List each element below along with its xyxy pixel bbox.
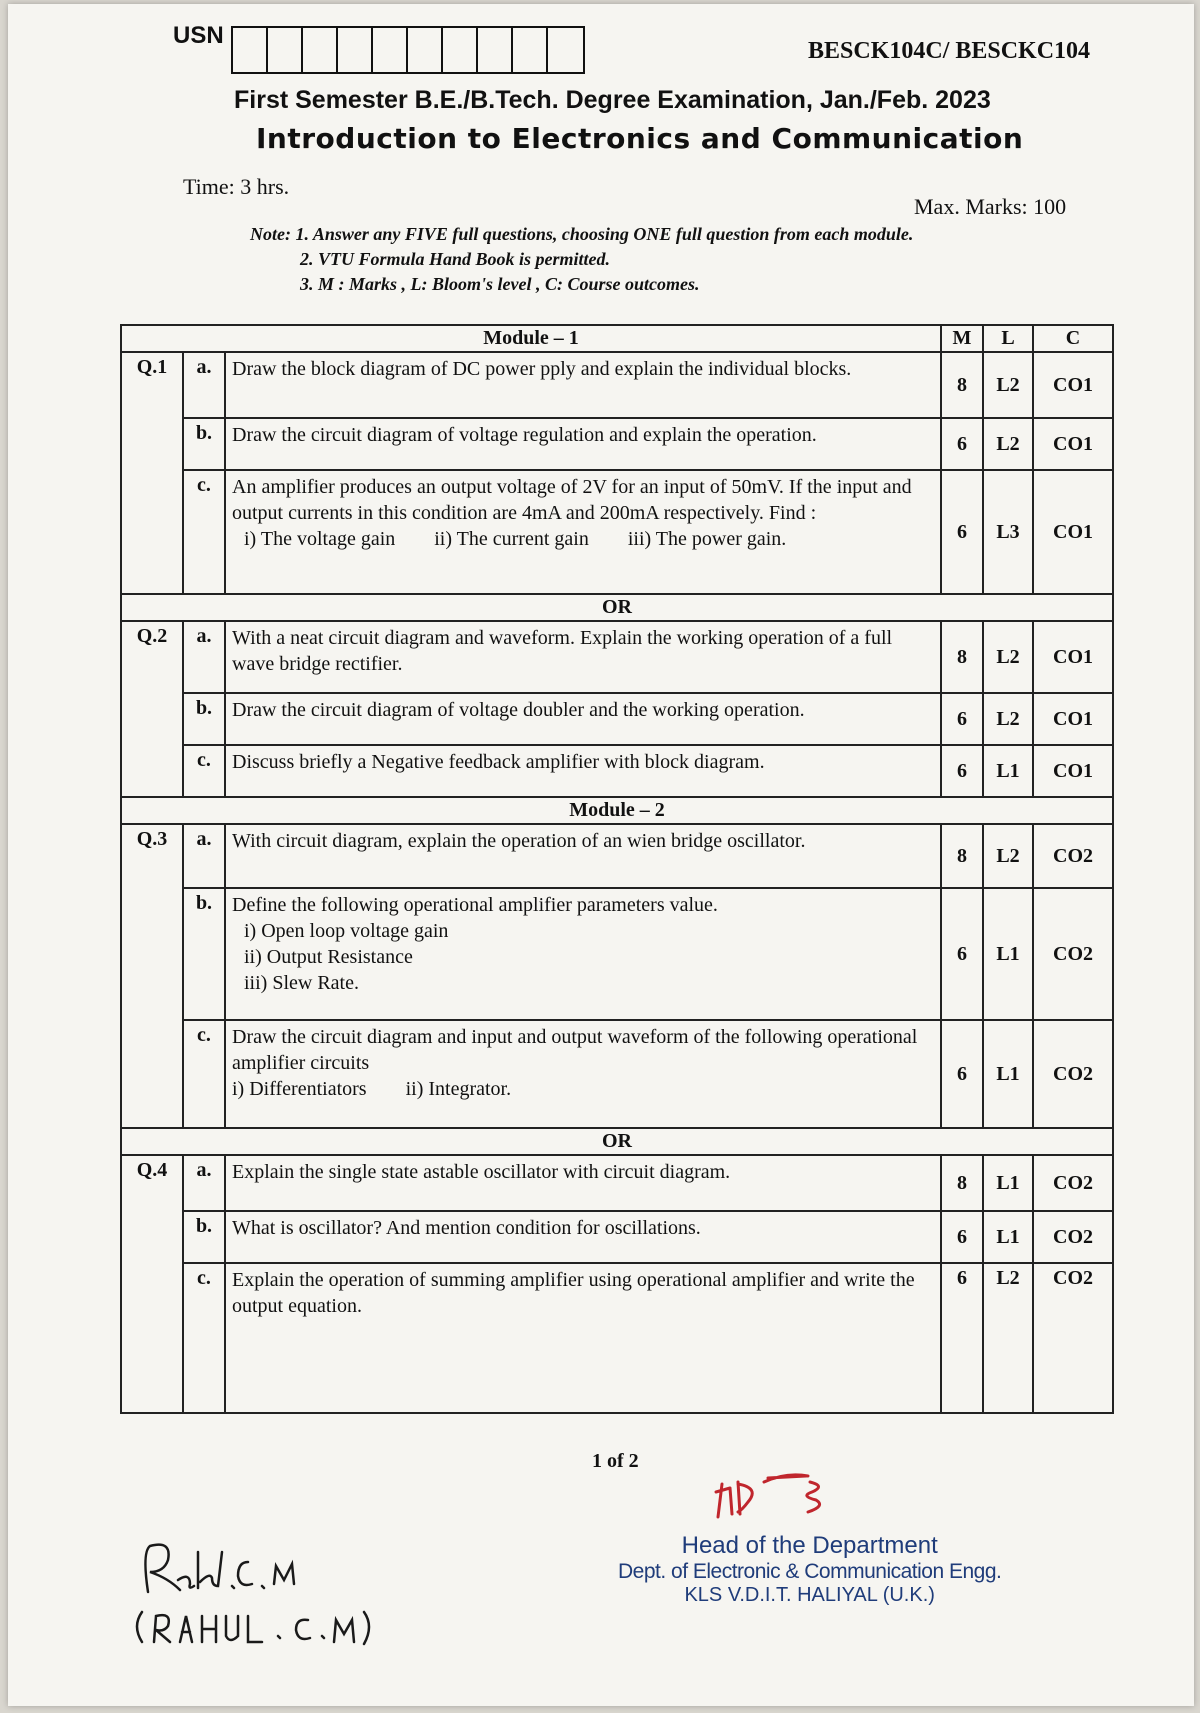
course-outcome: CO2 [1033,1020,1113,1128]
usn-label: USN [173,22,224,49]
question-table [120,324,1114,1414]
question-text [225,888,941,1020]
table-row [121,1155,1113,1211]
exam-paper [8,4,1194,1706]
table-row [121,745,1113,797]
question-text [225,470,941,594]
course-outcome: CO2 [1033,888,1113,1020]
note-3: 3. M : Marks , L: Bloom's level , C: Course outcomes. [300,274,700,294]
blooms-level: L2 [983,824,1033,888]
part-label: b. [183,693,225,745]
marks: 6 [941,470,983,594]
question-text: With a neat circuit diagram and waveform. Explain the working operation of a full wave bridge rectifier. [225,621,941,693]
table-row [121,352,1113,418]
part-label: a. [183,824,225,888]
exam-title: First Semester B.E./B.Tech. Degree Examination, Jan./Feb. 2023 [234,86,991,114]
question-number: Q.1 [121,352,183,594]
sub-item: iii) The power gain. [627,528,787,550]
course-outcome: CO1 [1033,352,1113,418]
blooms-level: L1 [983,1155,1033,1211]
course-outcome: CO2 [1033,824,1113,888]
usn-digit-box [303,28,338,72]
module-2-heading: Module – 2 [121,797,1113,824]
note-1: Note: 1. Answer any FIVE full questions, choosing ONE full question from each module. [250,224,914,244]
table-row [121,418,1113,470]
subject-title: Introduction to Electronics and Communication [256,122,1024,155]
usn-digit-box [268,28,303,72]
module-1-heading: Module – 1 [121,325,941,352]
usn-boxes [231,26,585,74]
note-2: 2. VTU Formula Hand Book is permitted. [300,249,611,269]
col-header-l: L [983,325,1033,352]
sub-item: ii) Output Resistance [244,946,413,968]
stamp-title: Head of the Department [681,1532,938,1559]
blooms-level: L2 [983,418,1033,470]
question-number: Q.4 [121,1155,183,1413]
faculty-signature [128,1532,388,1667]
blooms-level: L1 [983,1020,1033,1128]
part-label: b. [183,1211,225,1263]
sub-item: iii) Slew Rate. [244,972,359,994]
module-2-header-row [121,797,1113,824]
course-outcome: CO1 [1033,621,1113,693]
sub-item: i) The voltage gain [244,528,396,550]
department-stamp [618,1532,1001,1607]
stamp-dept: Dept. of Electronic & Communication Engg. [618,1560,1002,1583]
or-row [121,1128,1113,1155]
part-label: b. [183,418,225,470]
table-row [121,693,1113,745]
question-text: Draw the block diagram of DC power pply and explain the individual blocks. [225,352,941,418]
exam-time: Time: 3 hrs. [183,174,290,199]
col-header-c: C [1033,325,1113,352]
course-outcome: CO1 [1033,418,1113,470]
usn-digit-box [373,28,408,72]
question-number: Q.2 [121,621,183,797]
table-row [121,1211,1113,1263]
blooms-level: L2 [983,693,1033,745]
usn-digit-box [233,28,268,72]
module-1-header-row [121,325,1113,352]
marks: 6 [941,1263,983,1413]
sub-item: i) Open loop voltage gain [244,920,449,942]
question-text: Draw the circuit diagram of voltage regulation and explain the operation. [225,418,941,470]
marks: 6 [941,418,983,470]
marks: 8 [941,621,983,693]
question-number: Q.3 [121,824,183,1128]
part-label: c. [183,1263,225,1413]
usn-digit-box [338,28,373,72]
sub-item: ii) The current gain [434,528,589,550]
course-outcome: CO2 [1033,1155,1113,1211]
question-text: Explain the single state astable oscillator with circuit diagram. [225,1155,941,1211]
sub-items [232,1076,934,1102]
question-text: Discuss briefly a Negative feedback amplifier with block diagram. [225,745,941,797]
max-marks: Max. Marks: 100 [914,194,1067,219]
blooms-level: L2 [983,1263,1033,1413]
usn-digit-box [443,28,478,72]
usn-digit-box [513,28,548,72]
question-stem: Define the following operational amplifier parameters value. [232,894,718,916]
course-outcome: CO1 [1033,745,1113,797]
blooms-level: L2 [983,352,1033,418]
question-text: What is oscillator? And mention condition for oscillations. [225,1211,941,1263]
course-outcome: CO1 [1033,470,1113,594]
usn-digit-box [548,28,583,72]
part-label: c. [183,1020,225,1128]
marks: 8 [941,824,983,888]
blooms-level: L1 [983,745,1033,797]
table-row [121,470,1113,594]
part-label: b. [183,888,225,1020]
sub-items [232,526,934,552]
table-row [121,888,1113,1020]
table-row [121,1020,1113,1128]
marks: 6 [941,745,983,797]
table-row [121,621,1113,693]
marks: 6 [941,888,983,1020]
usn-digit-box [478,28,513,72]
course-outcome: CO1 [1033,693,1113,745]
sub-item: ii) Integrator. [405,1078,512,1100]
question-text: Explain the operation of summing amplifier using operational amplifier and write the output equation. [225,1263,941,1413]
or-row [121,594,1113,621]
table-row [121,824,1113,888]
question-stem: Draw the circuit diagram and input and output waveform of the following operational amplifier circuits [232,1026,918,1074]
table-row [121,1263,1113,1413]
blooms-level: L1 [983,1211,1033,1263]
sub-item: i) Differentiators [232,1078,367,1100]
instructions [250,222,913,297]
part-label: a. [183,621,225,693]
blooms-level: L3 [983,470,1033,594]
marks: 8 [941,352,983,418]
part-label: c. [183,470,225,594]
or-divider: OR [121,594,1113,621]
question-stem: An amplifier produces an output voltage of 2V for an input of 50mV. If the input and output currents in this condition are 4mA and 200mA respectively. Find : [232,476,912,524]
usn-digit-box [408,28,443,72]
question-text: With circuit diagram, explain the operation of an wien bridge oscillator. [225,824,941,888]
page-number: 1 of 2 [592,1450,639,1472]
part-label: a. [183,1155,225,1211]
blooms-level: L2 [983,621,1033,693]
part-label: a. [183,352,225,418]
or-divider: OR [121,1128,1113,1155]
marks: 6 [941,1211,983,1263]
stamp-college: KLS V.D.I.T. HALIYAL (U.K.) [684,1584,935,1606]
marks: 8 [941,1155,983,1211]
question-text: Draw the circuit diagram of voltage doubler and the working operation. [225,693,941,745]
marks: 6 [941,693,983,745]
course-outcome: CO2 [1033,1263,1113,1413]
marks: 6 [941,1020,983,1128]
course-code: BESCK104C/ BESCKC104 [808,38,1091,64]
hod-signature [708,1462,868,1537]
course-outcome: CO2 [1033,1211,1113,1263]
question-text [225,1020,941,1128]
part-label: c. [183,745,225,797]
col-header-m: M [941,325,983,352]
blooms-level: L1 [983,888,1033,1020]
